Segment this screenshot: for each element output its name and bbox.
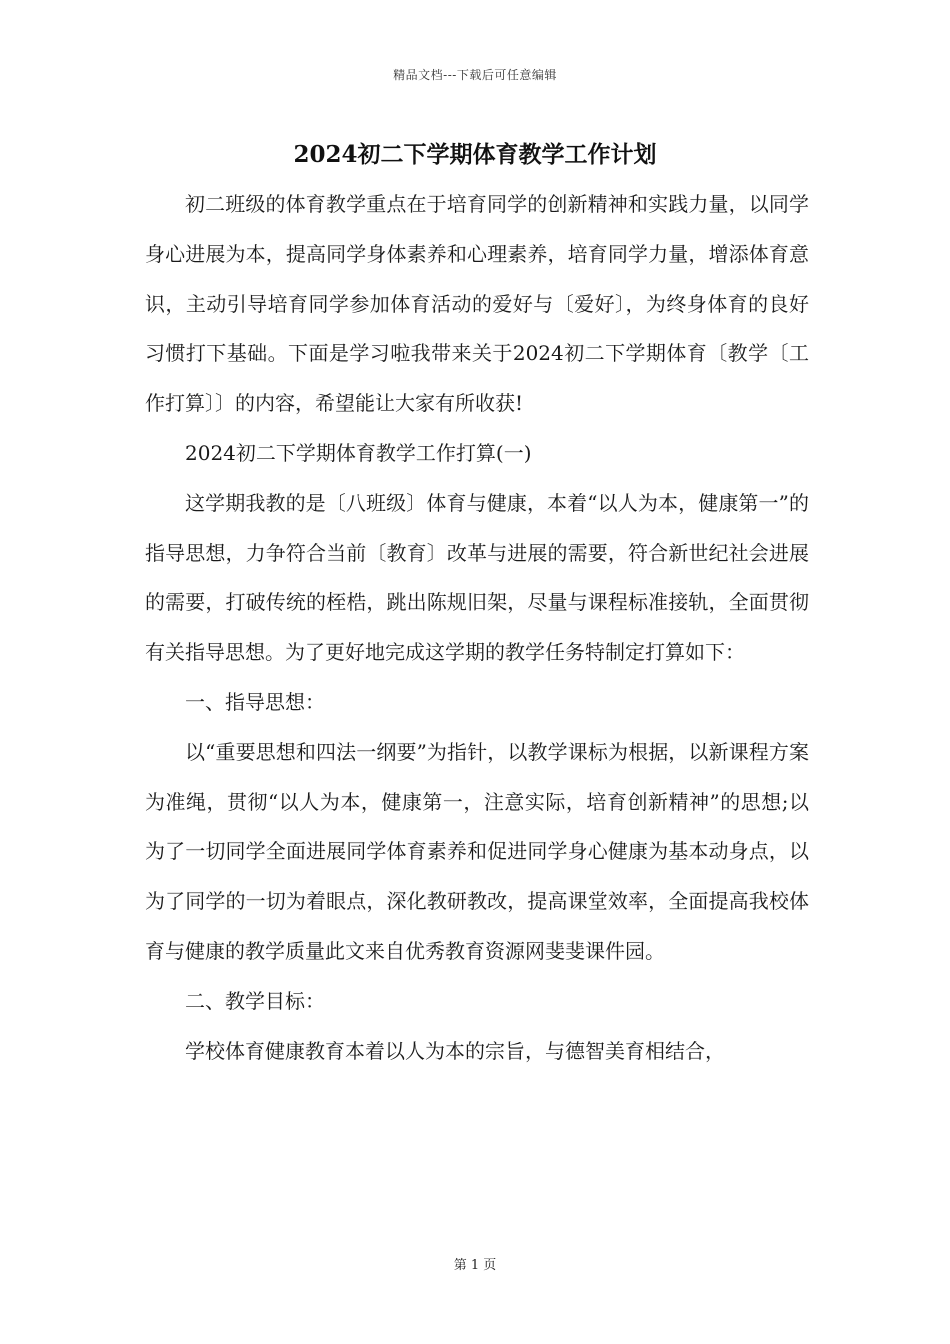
- header-note: 精品文档---下载后可任意编辑: [393, 68, 557, 82]
- page-number: 第 1 页: [453, 1258, 497, 1273]
- section-heading-plan-1: 2024初二下学期体育教学工作打算(一): [185, 440, 532, 465]
- document-title: 2024初二下学期体育教学工作计划: [293, 141, 657, 168]
- document-body: [145, 180, 809, 1076]
- guiding-thought-paragraph: 以“重要思想和四法一纲要”为指针，以教学课标为根据，以新课程方案为准绳，贯彻“以人为本，健康第一，注意实际，培育创新精神”的思想;以为了一切同学全面进展同学体育素养和促进同学身心健康为基本动身点，以为了同学的一切为着眼点，深化教研教改，提高课堂效率，全面提高我校体育与健康的教学质量此文来自优秀教育资源网斐斐课件园。: [145, 739, 809, 963]
- plan-intro-paragraph: 这学期我教的是〔八班级〕体育与健康，本着“以人为本，健康第一”的指导思想，力争符合当前〔教育〕改革与进展的需要，符合新世纪社会进展的需要，打破传统的桎梏，跳出陈规旧架，尽量与课程标准接轨，全面贯彻有关指导思想。为了更好地完成这学期的教学任务特制定打算如下：: [145, 490, 809, 665]
- teaching-goals-paragraph: 学校体育健康教育本着以人为本的宗旨，与德智美育相结合，: [185, 1038, 725, 1063]
- intro-paragraph: 初二班级的体育教学重点在于培育同学的创新精神和实践力量，以同学身心进展为本，提高同学身体素养和心理素养，培育同学力量，增添体育意识，主动引导培育同学参加体育活动的爱好与〔爱好〕，为终身体育的良好习惯打下基础。下面是学习啦我带来关于2024初二下学期体育〔教学〔工作打算〕〕的内容，希望能让大家有所收获!: [145, 192, 809, 416]
- section-heading-teaching-goals: 二、教学目标：: [185, 988, 325, 1013]
- section-heading-guiding-thought: 一、指导思想：: [185, 689, 325, 714]
